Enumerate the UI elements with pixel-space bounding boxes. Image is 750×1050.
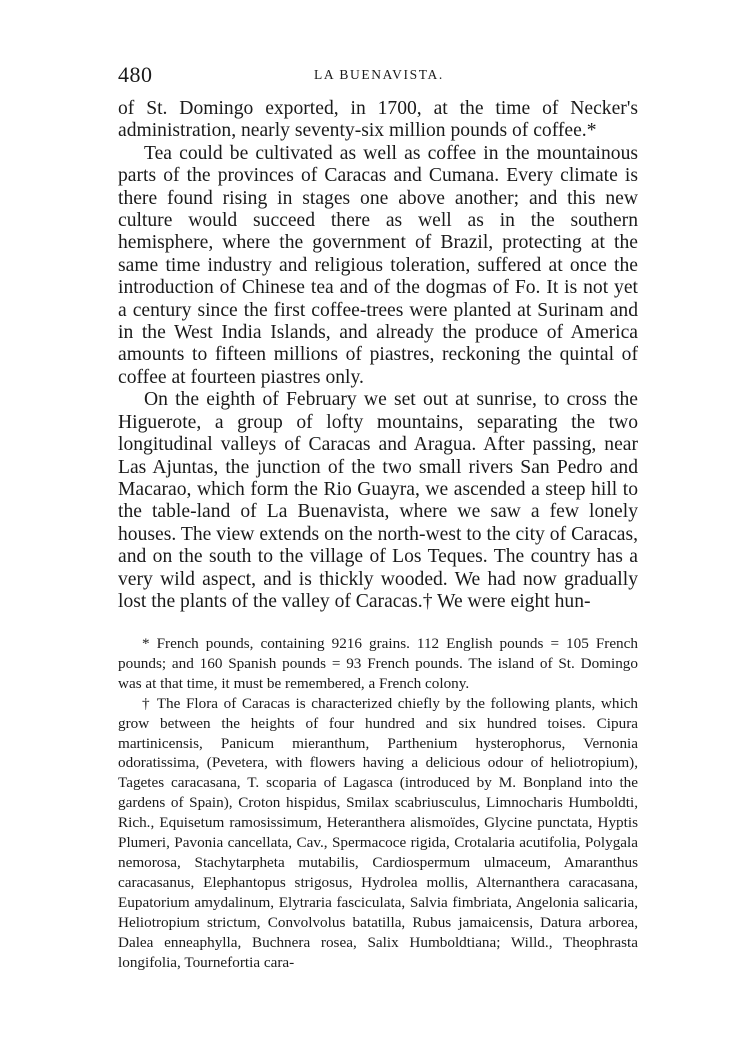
main-text [118,98,638,613]
body-paragraph: On the eighth of February we set out at sunrise, to cross the Higuerote, a group of lofty mountains, separating the two longitudinal valleys of Caracas and Aragua. After passing, near Las Ajuntas, the junction of the two small rivers San Pedro and Macarao, which form the Rio Guayra, we ascended a steep hill to the table-land of La Buenavista, where we saw a few lonely houses. The view extends on the north-west to the city of Caracas, and on the south to the village of Los Teques. The country has a very wild aspect, and is thickly wooded. We had now gradually lost the plants of the valley of Caracas.† We were eight hun- [118,389,638,612]
page-header [118,62,638,88]
footnotes [118,634,638,972]
body-paragraph: of St. Domingo exported, in 1700, at the time of Necker's administration, nearly seventy-six million pounds of coffee.* [118,98,638,142]
footnote: † The Flora of Caracas is characterized chiefly by the following plants, which grow between the heights of four hundred and six hundred toises. Cipura martinicensis, Panicum mieranthum, Parthenium hysterophorus, Vernonia odoratissima, (Pevetera, with flowers having a delicious odour of heliotropium), Tagetes caracasana, T. scoparia of Lagasca (introduced by M. Bonpland into the gardens of Spain), Croton hispidus, Smilax scabriusculus, Limnocharis Humboldti, Rich., Equisetum ramosissimum, Heteranthera alismoïdes, Glycine punctata, Hyptis Plumeri, Pavonia cancellata, Cav., Spermacoce rigida, Crotalaria acutifolia, Polygala nemorosa, Stachytarpheta mutabilis, Cardiospermum ulmaceum, Amaranthus caracasanus, Elephantopus strigosus, Hydrolea mollis, Alternanthera caracasana, Eupatorium amydalinum, Elytraria fasciculata, Salvia fimbriata, Angelonia salicaria, Heliotropium strictum, Convolvolus batatilla, Rubus jamaicensis, Datura arborea, Dalea enneaphylla, Buchnera rosea, Salix Humboldtiana; Willd., Theophrasta longifolia, Tournefortia cara- [118,694,638,971]
body-paragraph: Tea could be cultivated as well as coffee in the mountainous parts of the provinces of Caracas and Cumana. Every climate is there found rising in stages one above another; and this new culture would succeed there as well as in the southern hemisphere, where the government of Brazil, protecting at the same time industry and religious toleration, suffered at once the introduction of Chinese tea and of the dogmas of Fo. It is not yet a century since the first coffee-trees were planted at Surinam and in the West India Islands, and already the produce of America amounts to fifteen millions of piastres, reckoning the quintal of coffee at fourteen piastres only. [118,142,638,388]
running-head: LA BUENAVISTA. [314,67,444,82]
page-number: 480 [118,62,153,87]
footnote: * French pounds, containing 9216 grains. 112 English pounds = 105 French pounds; and 160 Spanish pounds = 93 French pounds. The island of St. Domingo was at that time, it must be remembered, a French colony. [118,635,638,692]
